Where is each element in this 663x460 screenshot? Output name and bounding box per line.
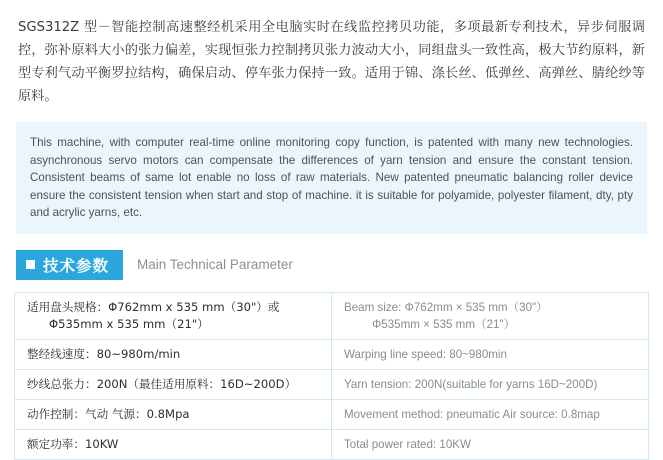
section-title-english: Main Technical Parameter [137,257,293,272]
technical-parameter-table [14,292,649,460]
table-row [15,340,648,370]
table-cell-chinese: 动作控制：气动 气源：0.8Mpa [15,400,332,429]
table-row [15,430,648,460]
table-cell-english-line2: Φ535mm × 535 mm（21"） [372,317,516,331]
english-description-text: This machine, with computer real-time online monitoring copy function, is patented with many new technologies. asynchronous servo motors can compensate the differences of yarn tension and ensure the constant tension. Consistent beams of same lot enable no loss of raw materials. New patented pneumatic balancing roller device ensure the consistent tension when start and stop of machine. it is suitable for polyamide, polyester filament, dty, pty and acrylic yarns, etc. [30,136,633,219]
table-cell-english: Warping line speed: 80~980min [344,347,507,361]
table-cell-english: Total power rated: 10KW [344,437,471,451]
chinese-description-block [0,0,663,108]
table-cell-chinese-line2: Φ535mm x 535 mm（21"） [49,316,209,331]
table-cell-chinese-line1: 适用盘头规格：Φ762mm x 535 mm（30"）或 [27,299,280,314]
table-cell-english: Movement method: pneumatic Air source: 0.8map [344,407,600,421]
table-cell-chinese: 纱线总张力：200N（最佳适用原料：16D~200D） [15,370,332,399]
section-header [16,250,663,280]
section-header-badge [16,250,123,280]
table-cell-english-line1: Beam size: Φ762mm × 535 mm（30"） [344,300,548,314]
chinese-description-text: SGS312Z 型－智能控制高速整经机采用全电脑实时在线监控拷贝功能，多项最新专利技术，异步伺服调控，弥补原料大小的张力偏差，实现恒张力控制拷贝张力波动大小，同组盘头一致性高，极大节约原料，新型专利气动平衡罗拉结构，确保启动、停车张力保持一致。适用于锦、涤长丝、低弹丝、高弹丝、腈纶纱等原料。 [18,20,645,104]
table-cell-english: Yarn tension: 200N(suitable for yarns 16D~200D) [344,377,598,391]
table-cell-chinese [15,293,332,339]
table-row [15,293,648,340]
english-description-panel [16,122,647,234]
table-cell-english [332,293,648,339]
square-bullet-icon [26,260,35,269]
table-row [15,400,648,430]
table-cell-chinese: 额定功率：10KW [15,430,332,459]
table-row [15,370,648,400]
section-title-chinese: 技术参数 [43,256,110,275]
table-cell-chinese: 整经线速度：80~980m/min [15,340,332,369]
